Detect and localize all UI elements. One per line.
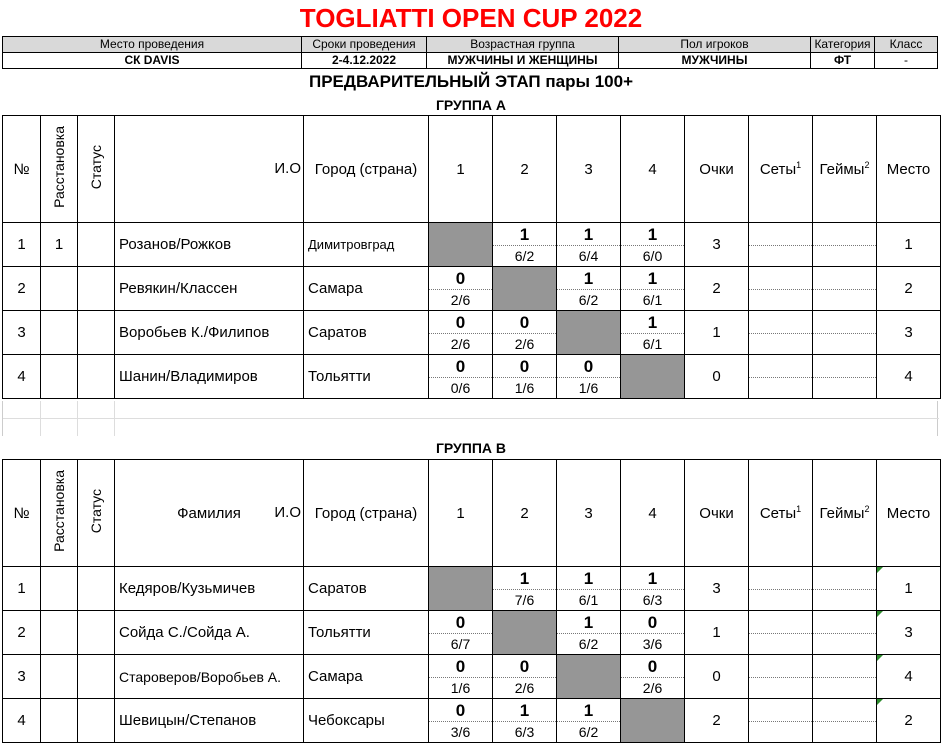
row-games xyxy=(813,311,877,355)
category-value: ФТ xyxy=(810,52,875,69)
col-3-header: 3 xyxy=(557,116,621,223)
row-player: Розанов/Рожков xyxy=(115,223,304,267)
row-seed xyxy=(41,311,78,355)
row-num: 1 xyxy=(3,223,41,267)
row-player: Ревякин/Классен xyxy=(115,267,304,311)
row-num: 1 xyxy=(3,567,41,611)
row-status xyxy=(78,311,115,355)
row-sets xyxy=(749,567,813,611)
venue-value: СК DAVIS xyxy=(2,52,302,69)
match-cell: 0 2/6 xyxy=(429,267,493,311)
self-match-cell xyxy=(429,567,493,611)
row-place: 1 xyxy=(877,567,941,611)
row-games xyxy=(813,223,877,267)
dates-value: 2-4.12.2022 xyxy=(301,52,427,69)
row-seed xyxy=(41,267,78,311)
gender-value: МУЖЧИНЫ xyxy=(618,52,811,69)
col-4-header: 4 xyxy=(621,460,685,567)
row-sets xyxy=(749,267,813,311)
row-points: 1 xyxy=(685,611,749,655)
row-num: 2 xyxy=(3,267,41,311)
row-games xyxy=(813,699,877,743)
self-match-cell xyxy=(429,223,493,267)
table-row xyxy=(3,699,941,743)
row-games xyxy=(813,355,877,399)
col-name-header xyxy=(115,116,304,223)
self-match-cell xyxy=(557,311,621,355)
col-points-header: Очки xyxy=(685,460,749,567)
row-status xyxy=(78,655,115,699)
row-sets xyxy=(749,311,813,355)
self-match-cell xyxy=(493,611,557,655)
self-match-cell xyxy=(557,655,621,699)
row-games xyxy=(813,655,877,699)
self-match-cell xyxy=(621,699,685,743)
col-4-header: 4 xyxy=(621,116,685,223)
row-place: 3 xyxy=(877,311,941,355)
stage-title: ПРЕДВАРИТЕЛЬНЫЙ ЭТАП пары 100+ xyxy=(308,72,634,91)
row-points: 0 xyxy=(685,655,749,699)
row-num: 3 xyxy=(3,311,41,355)
row-player: Шанин/Владимиров xyxy=(115,355,304,399)
row-num: 4 xyxy=(3,355,41,399)
row-city: Тольятти xyxy=(304,355,429,399)
row-num: 4 xyxy=(3,699,41,743)
row-points: 3 xyxy=(685,567,749,611)
row-points: 2 xyxy=(685,267,749,311)
row-points: 2 xyxy=(685,699,749,743)
row-place: 2 xyxy=(877,267,941,311)
row-city: Чебоксары xyxy=(304,699,429,743)
io-header: И.О xyxy=(274,160,301,177)
row-points: 1 xyxy=(685,311,749,355)
col-name-header xyxy=(115,460,304,567)
col-city-header: Город (страна) xyxy=(304,116,429,223)
row-num: 3 xyxy=(3,655,41,699)
row-seed xyxy=(41,611,78,655)
gender-label: Пол игроков xyxy=(618,36,811,53)
col-1-header: 1 xyxy=(429,116,493,223)
row-status xyxy=(78,699,115,743)
row-place: 2 xyxy=(877,699,941,743)
match-cell: 0 1/6 xyxy=(429,655,493,699)
row-num: 2 xyxy=(3,611,41,655)
col-2-header: 2 xyxy=(493,460,557,567)
row-games xyxy=(813,567,877,611)
row-player: Сойда С./Сойда А. xyxy=(115,611,304,655)
row-seed xyxy=(41,355,78,399)
row-player: Кедяров/Кузьмичев xyxy=(115,567,304,611)
table-row xyxy=(3,267,941,311)
col-games-header: Геймы$^2$ xyxy=(813,116,877,223)
tournament-title: TOGLIATTI OPEN CUP 2022 xyxy=(299,3,643,33)
row-status xyxy=(78,267,115,311)
row-player: Староверов/Воробьев А. xyxy=(115,655,304,699)
match-cell: 0 2/6 xyxy=(493,311,557,355)
table-row xyxy=(3,311,941,355)
venue-label: Место проведения xyxy=(2,36,302,53)
self-match-cell xyxy=(493,267,557,311)
row-sets xyxy=(749,223,813,267)
dates-label: Сроки проведения xyxy=(301,36,427,53)
col-sets-header: Сеты$^1$ xyxy=(749,460,813,567)
group-a-title: ГРУППА А xyxy=(435,97,507,113)
match-cell: 1 7/6 xyxy=(493,567,557,611)
row-city: Саратов xyxy=(304,567,429,611)
col-num-header: № xyxy=(3,460,41,567)
match-cell: 1 6/4 xyxy=(557,223,621,267)
row-city: Тольятти xyxy=(304,611,429,655)
row-player: Воробьев К./Филипов xyxy=(115,311,304,355)
match-cell: 0 3/6 xyxy=(429,699,493,743)
table-row xyxy=(3,655,941,699)
row-city: Саратов xyxy=(304,311,429,355)
row-points: 0 xyxy=(685,355,749,399)
row-place: 4 xyxy=(877,355,941,399)
col-points-header: Очки xyxy=(685,116,749,223)
row-games xyxy=(813,267,877,311)
table-row xyxy=(3,567,941,611)
match-cell: 0 2/6 xyxy=(621,655,685,699)
row-points: 3 xyxy=(685,223,749,267)
row-city: Самара xyxy=(304,267,429,311)
match-cell: 1 6/2 xyxy=(557,267,621,311)
col-seeding-header: Расстановка xyxy=(41,460,78,567)
match-cell: 1 6/0 xyxy=(621,223,685,267)
surname-header: Фамилия xyxy=(177,504,241,522)
row-place: 3 xyxy=(877,611,941,655)
row-status xyxy=(78,567,115,611)
io-header: И.О xyxy=(274,504,301,521)
col-city-header: Город (страна) xyxy=(304,460,429,567)
row-status xyxy=(78,355,115,399)
row-status xyxy=(78,223,115,267)
match-cell: 1 6/1 xyxy=(621,267,685,311)
match-cell: 0 1/6 xyxy=(557,355,621,399)
match-cell: 1 6/1 xyxy=(621,311,685,355)
col-games-header: Геймы$^2$ xyxy=(813,460,877,567)
col-sets-header: Сеты$^1$ xyxy=(749,116,813,223)
group-b-title: ГРУППА В xyxy=(435,440,507,456)
row-seed xyxy=(41,699,78,743)
match-cell: 1 6/3 xyxy=(493,699,557,743)
row-sets xyxy=(749,355,813,399)
row-sets xyxy=(749,611,813,655)
age-group-label: Возрастная группа xyxy=(426,36,619,53)
row-place: 1 xyxy=(877,223,941,267)
match-cell: 0 1/6 xyxy=(493,355,557,399)
col-1-header: 1 xyxy=(429,460,493,567)
row-status xyxy=(78,611,115,655)
match-cell: 0 3/6 xyxy=(621,611,685,655)
row-seed xyxy=(41,567,78,611)
row-city: Димитровград xyxy=(304,223,429,267)
row-sets xyxy=(749,699,813,743)
table-row xyxy=(3,355,941,399)
self-match-cell xyxy=(621,355,685,399)
col-place-header: Место xyxy=(877,460,941,567)
row-city: Самара xyxy=(304,655,429,699)
match-cell: 0 0/6 xyxy=(429,355,493,399)
match-cell: 1 6/2 xyxy=(557,699,621,743)
col-place-header: Место xyxy=(877,116,941,223)
col-num-header: № xyxy=(3,116,41,223)
row-player: Шевицын/Степанов xyxy=(115,699,304,743)
match-cell: 1 6/3 xyxy=(621,567,685,611)
row-sets xyxy=(749,655,813,699)
group-a-header-row xyxy=(3,116,941,223)
group-b-table xyxy=(2,459,941,743)
class-label: Класс xyxy=(874,36,938,53)
match-cell: 0 6/7 xyxy=(429,611,493,655)
row-seed: 1 xyxy=(41,223,78,267)
col-2-header: 2 xyxy=(493,116,557,223)
match-cell: 0 2/6 xyxy=(429,311,493,355)
table-row xyxy=(3,223,941,267)
group-b-header-row xyxy=(3,460,941,567)
match-cell: 1 6/1 xyxy=(557,567,621,611)
col-3-header: 3 xyxy=(557,460,621,567)
row-seed xyxy=(41,655,78,699)
col-status-header: Статус xyxy=(78,460,115,567)
row-place: 4 xyxy=(877,655,941,699)
col-status-header: Статус xyxy=(78,116,115,223)
spacer xyxy=(2,401,938,436)
match-cell: 0 2/6 xyxy=(493,655,557,699)
class-value: - xyxy=(874,52,938,69)
category-label: Категория xyxy=(810,36,875,53)
col-seeding-header: Расстановка xyxy=(41,116,78,223)
row-games xyxy=(813,611,877,655)
match-cell: 1 6/2 xyxy=(493,223,557,267)
match-cell: 1 6/2 xyxy=(557,611,621,655)
table-row xyxy=(3,611,941,655)
group-a-table xyxy=(2,115,941,399)
age-group-value: МУЖЧИНЫ И ЖЕНЩИНЫ xyxy=(426,52,619,69)
